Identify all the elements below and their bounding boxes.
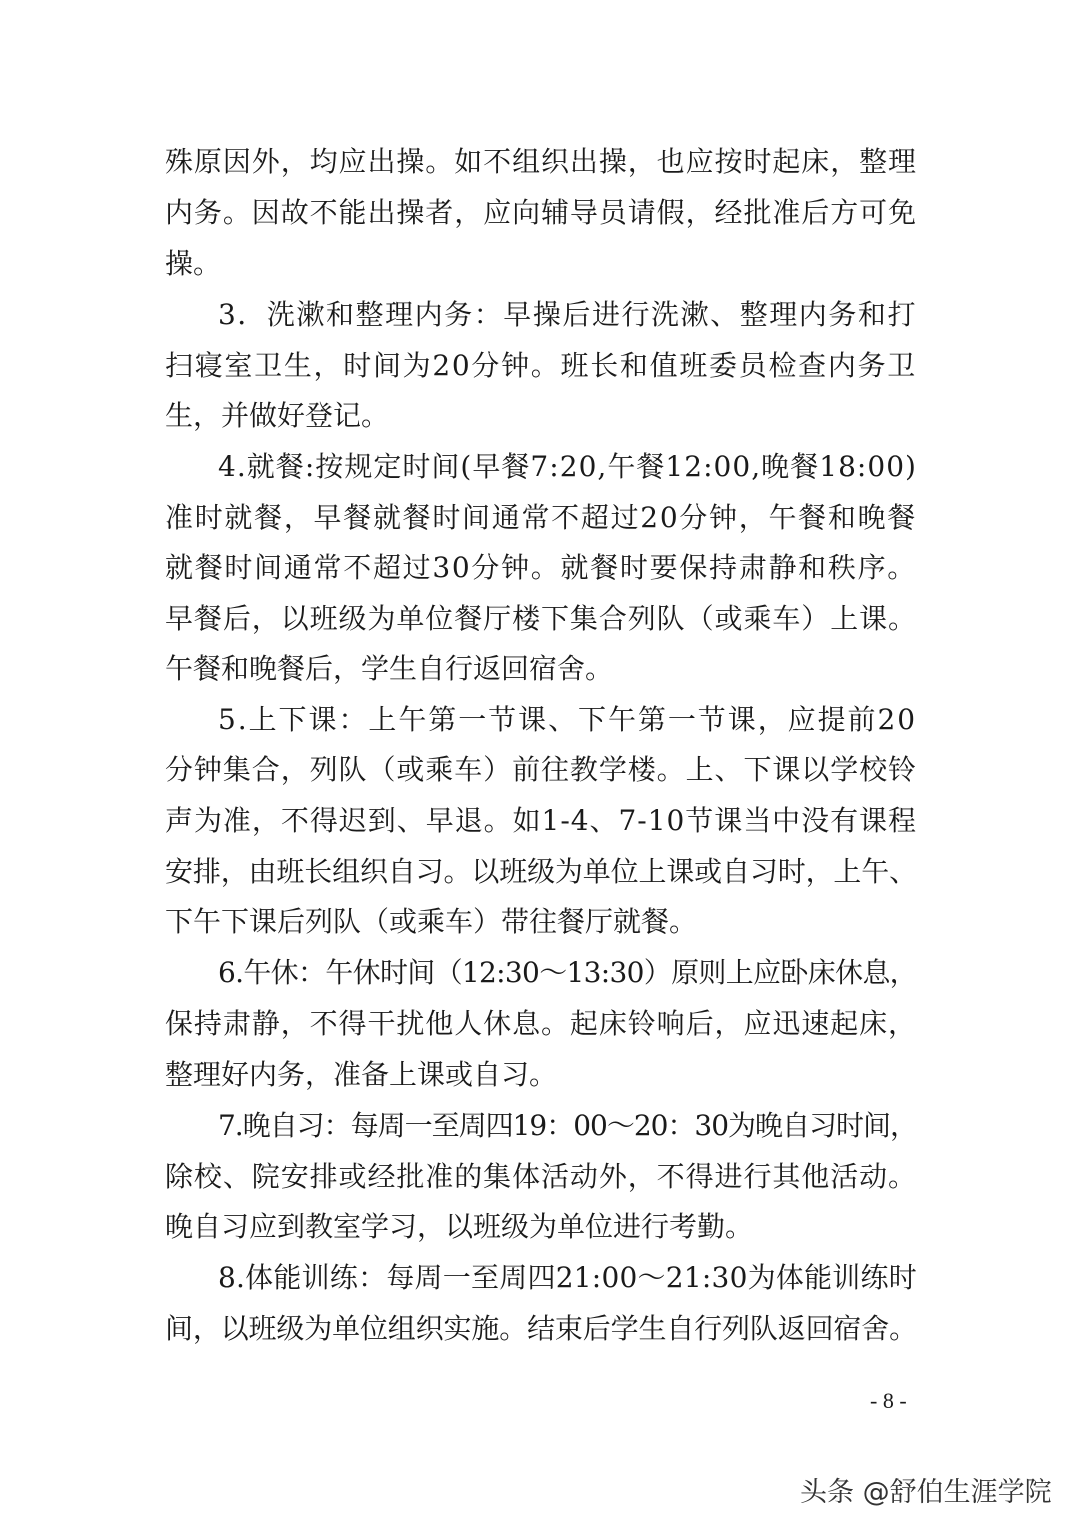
text-line: 4.就餐:按规定时间(早餐7:20,午餐12:00,晚餐18:00) — [218, 450, 918, 483]
text-line: 7.晚自习：每周一至周四19：00～20：30为晚自习时间， — [218, 1109, 917, 1142]
text-line: 除校、院安排或经批准的集体活动外，不得进行其他活动。 — [165, 1160, 917, 1193]
text-line: 安排，由班长组织自习。以班级为单位上课或自习时，上午、 — [165, 855, 917, 888]
text-line: 就餐时间通常不超过30分钟。就餐时要保持肃静和秩序。 — [165, 551, 917, 584]
text-line: 间，以班级为单位组织实施。结束后学生自行列队返回宿舍。 — [165, 1312, 917, 1345]
text-line: 扫寝室卫生，时间为20分钟。班长和值班委员检查内务卫 — [165, 349, 917, 382]
text-line: 声为准，不得迟到、早退。如1-4、7-10节课当中没有课程 — [165, 804, 918, 837]
text-line: 5.上下课：上午第一节课、下午第一节课，应提前20 — [218, 703, 917, 736]
text-line: 整理好内务，准备上课或自习。 — [165, 1058, 558, 1091]
text-line: 午餐和晚餐后，学生自行返回宿舍。 — [165, 652, 614, 685]
text-line: 下午下课后列队（或乘车）带往餐厅就餐。 — [165, 905, 698, 938]
text-line: 内务。因故不能出操者，应向辅导员请假，经批准后方可免 — [165, 196, 917, 229]
text-line: 生，并做好登记。 — [165, 399, 390, 432]
text-line: 6.午休：午休时间（12:30～13:30）原则上应卧床休息， — [218, 956, 917, 989]
text-line: 操。 — [165, 247, 222, 280]
text-line: 准时就餐，早餐就餐时间通常不超过20分钟，午餐和晚餐 — [165, 501, 917, 534]
text-line: 早餐后，以班级为单位餐厅楼下集合列队（或乘车）上课。 — [165, 602, 917, 635]
text-line: 8.体能训练：每周一至周四21:00～21:30为体能训练时 — [218, 1261, 917, 1294]
text-line: 分钟集合，列队（或乘车）前往教学楼。上、下课以学校铃 — [165, 753, 917, 786]
page-number: - 8 - — [870, 1388, 907, 1413]
watermark: 头条 @舒伯生涯学院 — [800, 1477, 1052, 1508]
text-line: 晚自习应到教室学习，以班级为单位进行考勤。 — [165, 1210, 754, 1243]
text-line: 保持肃静，不得干扰他人休息。起床铃响后，应迅速起床， — [165, 1007, 917, 1040]
text-line: 3．洗漱和整理内务：早操后进行洗漱、整理内务和打 — [218, 298, 917, 331]
text-line: 殊原因外，均应出操。如不组织出操，也应按时起床，整理 — [165, 145, 917, 178]
